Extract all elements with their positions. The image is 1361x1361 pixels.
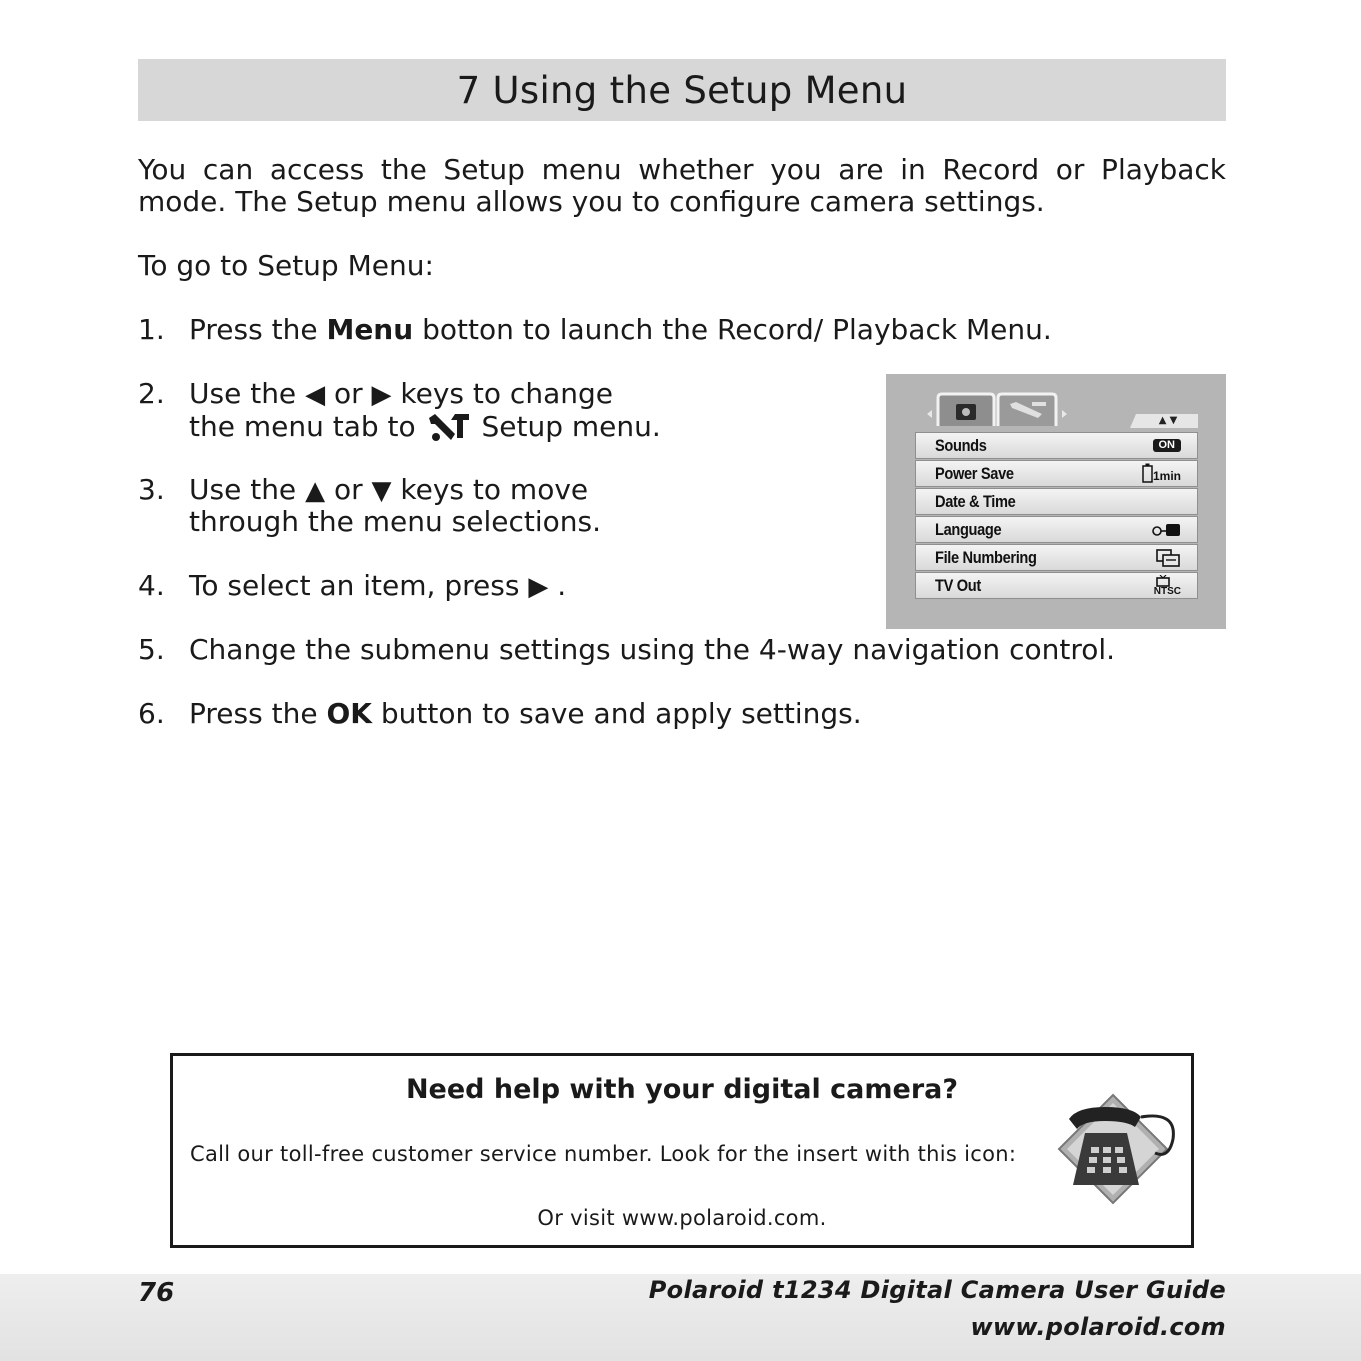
menu-keyword: Menu xyxy=(326,313,414,346)
camera-setup-screen xyxy=(886,374,1226,629)
up-arrow-icon: ▲ xyxy=(305,476,326,506)
menu-item-language[interactable] xyxy=(915,516,1198,543)
tab-left-arrow-icon xyxy=(927,410,932,418)
intro-paragraph: You can access the Setup menu whether you are in Record or Playback mode. The Setup menu allows you to configure camera settings. xyxy=(138,153,1226,218)
language-key-icon xyxy=(1151,522,1181,541)
sound-on-badge: ON xyxy=(1153,439,1182,452)
goto-heading: To go to Setup Menu: xyxy=(138,249,434,282)
step-number: 5. xyxy=(138,633,165,666)
scroll-indicator: ▲ ▼ xyxy=(1158,415,1178,426)
step-number: 6. xyxy=(138,697,165,730)
step-number: 3. xyxy=(138,473,165,506)
step-text: Press the xyxy=(189,697,327,730)
guide-url: www.polaroid.com xyxy=(970,1313,1226,1341)
menu-item-label: Date & Time xyxy=(935,492,1016,511)
step-text: Use the xyxy=(189,473,306,506)
step-text: Press the xyxy=(189,313,327,346)
menu-item-file-numbering[interactable] xyxy=(915,544,1198,571)
step-text: To select an item, press xyxy=(189,569,529,602)
help-visit-text: Or visit www.polaroid.com. xyxy=(537,1206,827,1230)
menu-item-date-time[interactable] xyxy=(915,488,1198,515)
tab-right-arrow-icon xyxy=(1062,410,1067,418)
step-number: 4. xyxy=(138,569,165,602)
down-arrow-icon: ▼ xyxy=(371,476,392,506)
page-title: 7 Using the Setup Menu xyxy=(138,59,1226,121)
step-text: or xyxy=(325,473,372,506)
guide-title: Polaroid t1234 Digital Camera User Guide xyxy=(648,1276,1226,1304)
step-text: keys to move xyxy=(391,473,589,506)
help-heading: Need help with your digital camera? xyxy=(405,1074,959,1105)
right-arrow-icon: ▶ xyxy=(528,572,549,602)
menu-item-sounds[interactable] xyxy=(915,432,1198,459)
help-box xyxy=(170,1053,1194,1248)
setup-tools-icon xyxy=(425,410,473,444)
step-text: the menu tab to xyxy=(189,410,425,443)
right-arrow-icon: ▶ xyxy=(371,380,392,410)
customer-service-phone-icon xyxy=(1055,1093,1180,1223)
step-text: Setup menu. xyxy=(472,410,661,443)
menu-item-power-save[interactable] xyxy=(915,460,1198,487)
tv-out-value: NTSC xyxy=(1153,586,1181,597)
step-text: button to save and apply settings. xyxy=(371,697,862,730)
step-text: Use the xyxy=(189,377,306,410)
left-arrow-icon: ◀ xyxy=(305,380,326,410)
menu-item-label: Sounds xyxy=(935,436,987,455)
step-text: Change the submenu settings using the 4-way navigation control. xyxy=(189,633,1116,666)
ok-keyword: OK xyxy=(326,697,372,730)
step-number: 1. xyxy=(138,313,165,346)
step-text: . xyxy=(548,569,567,602)
step-text: botton to launch the Record/ Playback Menu. xyxy=(413,313,1052,346)
step-text: keys to change xyxy=(391,377,613,410)
power-save-value: 1min xyxy=(1152,469,1181,483)
menu-item-label: Language xyxy=(935,520,1002,539)
file-numbering-icon xyxy=(1155,548,1181,571)
step-number: 2. xyxy=(138,377,165,410)
step-text: through the menu selections. xyxy=(189,505,602,538)
menu-item-label: File Numbering xyxy=(935,548,1037,567)
help-call-text: Call our toll-free customer service number. Look for the insert with this icon: xyxy=(190,1142,1017,1166)
menu-item-label: Power Save xyxy=(935,464,1014,483)
menu-item-label: TV Out xyxy=(935,576,981,595)
step-text: or xyxy=(325,377,372,410)
tv-icon xyxy=(1154,575,1181,597)
page-number: 76 xyxy=(138,1278,175,1308)
battery-icon xyxy=(1142,463,1181,483)
menu-item-tv-out[interactable] xyxy=(915,572,1198,599)
